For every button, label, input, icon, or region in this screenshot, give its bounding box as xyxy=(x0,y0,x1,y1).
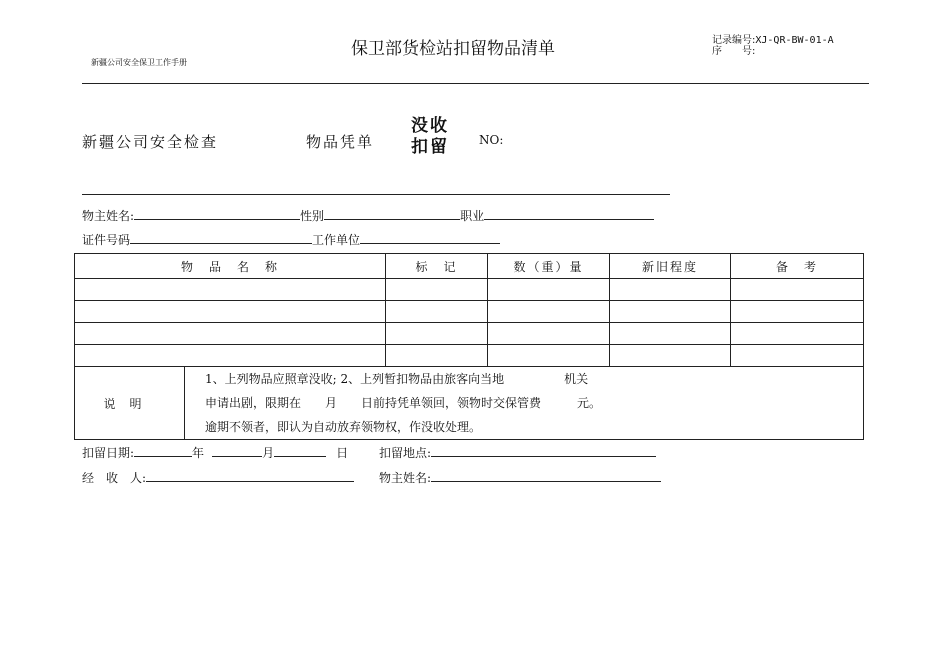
note-line-3: 逾期不领者，即认为自动放弃领物权，作没收处理。 xyxy=(205,420,482,434)
record-no xyxy=(712,35,834,46)
col-condition: 新旧程度 xyxy=(610,254,731,279)
voucher-company: 新疆公司安全检查 xyxy=(82,133,219,151)
day-label: 日 xyxy=(336,446,349,460)
month-label: 月 xyxy=(262,446,275,460)
voucher-item-label: 物品凭单 xyxy=(306,133,375,151)
place-field[interactable] xyxy=(431,443,656,457)
table-row xyxy=(75,323,864,345)
col-remarks: 备 考 xyxy=(731,254,864,279)
note-line-1: 1、上列物品应照章没收; 2、上列暂扣物品由旅客向当地 机关 xyxy=(205,372,589,386)
year-label: 年 xyxy=(192,446,205,460)
record-no-value: XJ-QR-BW-01-A xyxy=(755,35,834,46)
footer-row-2 xyxy=(82,468,354,486)
owner-sign-field[interactable] xyxy=(431,468,661,482)
col-mark: 标 记 xyxy=(386,254,488,279)
voucher-divider xyxy=(82,194,670,195)
month-field[interactable] xyxy=(212,443,262,457)
items-table xyxy=(74,253,864,440)
table-row xyxy=(75,301,864,323)
owner-sign-label: 物主姓名: xyxy=(379,471,432,485)
cell-item-name[interactable] xyxy=(75,279,386,301)
record-no-label: 记录编号: xyxy=(712,35,756,46)
cell-quantity[interactable] xyxy=(488,301,610,323)
cell-remarks[interactable] xyxy=(731,279,864,301)
cell-quantity[interactable] xyxy=(488,345,610,367)
record-info xyxy=(712,35,834,57)
cell-condition[interactable] xyxy=(610,323,731,345)
owner-row-2 xyxy=(82,230,500,248)
type-confiscate: 没收 xyxy=(411,116,449,136)
handler-label: 经 收 人: xyxy=(82,471,147,485)
cell-remarks[interactable] xyxy=(731,345,864,367)
place-label: 扣留地点: xyxy=(379,446,432,460)
id-label: 证件号码 xyxy=(82,233,131,247)
cell-quantity[interactable] xyxy=(488,279,610,301)
note-body xyxy=(185,367,864,440)
col-quantity: 数（重）量 xyxy=(488,254,610,279)
cell-mark[interactable] xyxy=(386,345,488,367)
cell-condition[interactable] xyxy=(610,279,731,301)
voucher-no-label: NO: xyxy=(479,133,504,147)
owner-name-label: 物主姓名: xyxy=(82,209,135,223)
cell-mark[interactable] xyxy=(386,279,488,301)
id-field[interactable] xyxy=(130,230,312,244)
place-row xyxy=(379,443,656,461)
type-detain: 扣留 xyxy=(411,137,449,157)
page-title: 保卫部货检站扣留物品清单 xyxy=(351,39,555,59)
note-row xyxy=(75,367,864,440)
occupation-field[interactable] xyxy=(484,206,654,220)
work-unit-field[interactable] xyxy=(360,230,500,244)
header-divider xyxy=(82,83,869,84)
cell-condition[interactable] xyxy=(610,345,731,367)
manual-name: 新疆公司安全保卫工作手册 xyxy=(91,58,187,67)
cell-mark[interactable] xyxy=(386,301,488,323)
cell-item-name[interactable] xyxy=(75,301,386,323)
gender-field[interactable] xyxy=(324,206,460,220)
footer-row-1 xyxy=(82,443,348,461)
cell-remarks[interactable] xyxy=(731,323,864,345)
cell-condition[interactable] xyxy=(610,301,731,323)
work-unit-label: 工作单位 xyxy=(312,233,361,247)
note-line-2: 申请出剧，限期在 月 日前持凭单领回，领物时交保管费 元。 xyxy=(205,396,602,410)
cell-remarks[interactable] xyxy=(731,301,864,323)
year-field[interactable] xyxy=(134,443,192,457)
owner-sign-row xyxy=(379,468,661,486)
gender-label: 性别 xyxy=(300,209,325,223)
cell-item-name[interactable] xyxy=(75,345,386,367)
day-field[interactable] xyxy=(274,443,326,457)
date-label: 扣留日期: xyxy=(82,446,135,460)
occupation-label: 职业 xyxy=(460,209,485,223)
owner-row-1 xyxy=(82,206,654,224)
col-item-name: 物 品 名 称 xyxy=(75,254,386,279)
seq-label: 序 号: xyxy=(712,46,756,57)
cell-item-name[interactable] xyxy=(75,323,386,345)
cell-mark[interactable] xyxy=(386,323,488,345)
cell-quantity[interactable] xyxy=(488,323,610,345)
table-header-row xyxy=(75,254,864,279)
owner-name-field[interactable] xyxy=(134,206,300,220)
table-row xyxy=(75,279,864,301)
handler-field[interactable] xyxy=(146,468,354,482)
table-row xyxy=(75,345,864,367)
note-label: 说明 xyxy=(75,367,185,440)
